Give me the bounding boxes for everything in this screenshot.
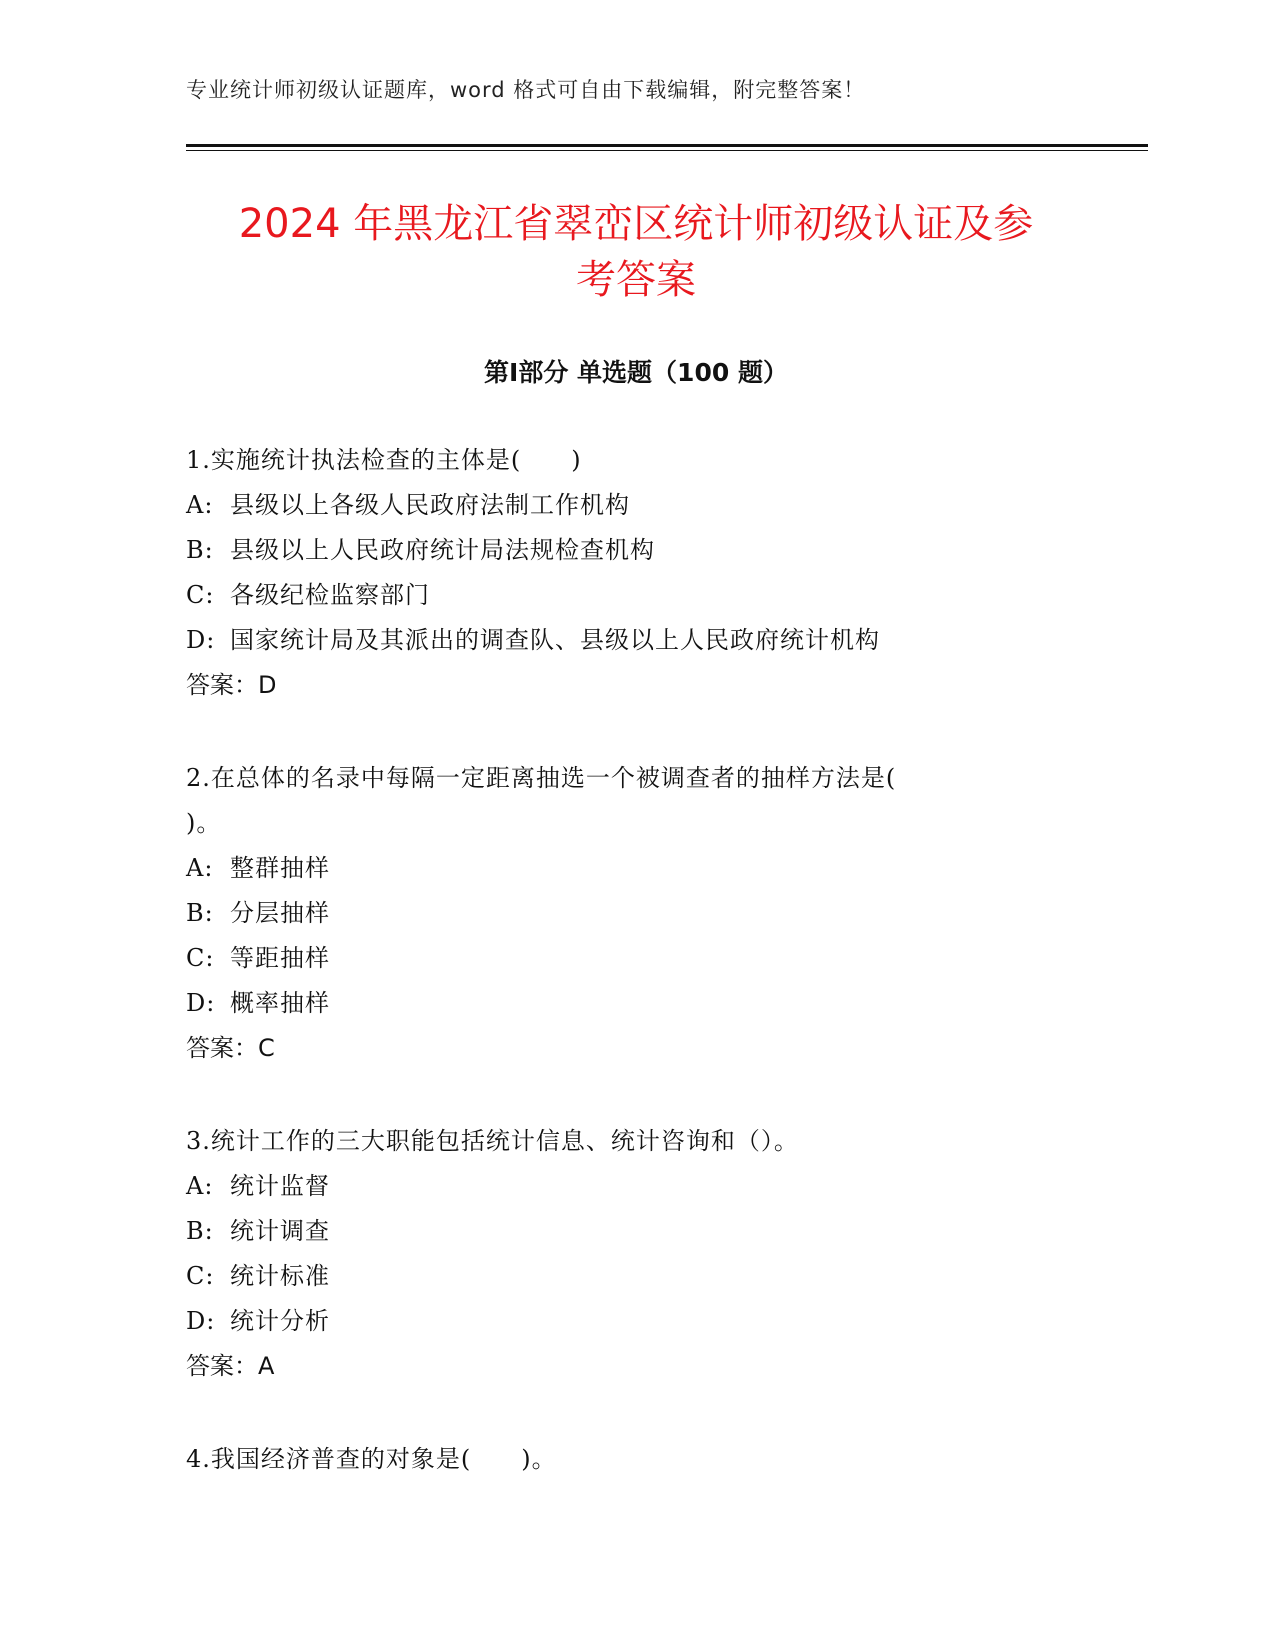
option-letter: B: [186, 899, 214, 927]
option-text: 各级纪检监察部门 [230, 581, 430, 609]
option-letter: A: [186, 491, 214, 519]
option-letter: D: [186, 1307, 216, 1335]
option-c [186, 936, 1026, 981]
option-d [186, 981, 1026, 1026]
option-text: 统计分析 [230, 1307, 330, 1335]
document-title-line-2: 考答案 [576, 257, 696, 303]
option-letter: A: [186, 1172, 214, 1200]
option-letter: A: [186, 854, 214, 882]
question-stem: 3.统计工作的三大职能包括统计信息、统计咨询和（）。 [186, 1127, 799, 1155]
header-rule-thick [186, 144, 1148, 147]
question-stem: 2.在总体的名录中每隔一定距离抽选一个被调查者的抽样方法是( [186, 764, 897, 792]
option-letter: D: [186, 989, 216, 1017]
option-text: 县级以上各级人民政府法制工作机构 [230, 491, 630, 519]
option-text: 统计监督 [230, 1172, 330, 1200]
option-b [186, 1209, 1026, 1254]
option-a [186, 483, 1026, 528]
question-4 [186, 1437, 1026, 1482]
option-a [186, 846, 1026, 891]
option-c [186, 573, 1026, 618]
header-note: 专业统计师初级认证题库，word 格式可自由下载编辑，附完整答案！ [186, 78, 866, 102]
question-2 [186, 756, 1026, 1071]
option-text: 等距抽样 [230, 944, 330, 972]
option-letter: C: [186, 1262, 215, 1290]
question-stem-continued: )。 [186, 809, 222, 837]
option-letter: C: [186, 581, 215, 609]
document-title [186, 196, 1086, 308]
option-text: 县级以上人民政府统计局法规检查机构 [230, 536, 655, 564]
option-text: 分层抽样 [230, 899, 330, 927]
question-stem: 4.我国经济普查的对象是( )。 [186, 1445, 557, 1473]
section-heading: 第Ⅰ部分 单选题（100 题） [484, 358, 788, 387]
option-text: 概率抽样 [230, 989, 330, 1017]
document-title-line-1: 2024 年黑龙江省翠峦区统计师初级认证及参 [238, 201, 1034, 247]
option-letter: B: [186, 1217, 214, 1245]
option-c [186, 1254, 1026, 1299]
option-letter: C: [186, 944, 215, 972]
question-list [186, 438, 1026, 1530]
header-rule-thin [186, 150, 1148, 151]
option-letter: B: [186, 536, 214, 564]
answer-line: 答案：A [186, 1352, 275, 1380]
option-b [186, 891, 1026, 936]
answer-line: 答案：C [186, 1034, 275, 1062]
question-stem: 1.实施统计执法检查的主体是( ) [186, 446, 582, 474]
option-text: 国家统计局及其派出的调查队、县级以上人民政府统计机构 [230, 626, 880, 654]
option-d [186, 618, 1026, 663]
option-b [186, 528, 1026, 573]
option-a [186, 1164, 1026, 1209]
option-d [186, 1299, 1026, 1344]
question-1 [186, 438, 1026, 708]
option-letter: D: [186, 626, 216, 654]
answer-line: 答案：D [186, 671, 277, 699]
option-text: 统计标准 [230, 1262, 330, 1290]
option-text: 整群抽样 [230, 854, 330, 882]
question-3 [186, 1119, 1026, 1389]
option-text: 统计调查 [230, 1217, 330, 1245]
